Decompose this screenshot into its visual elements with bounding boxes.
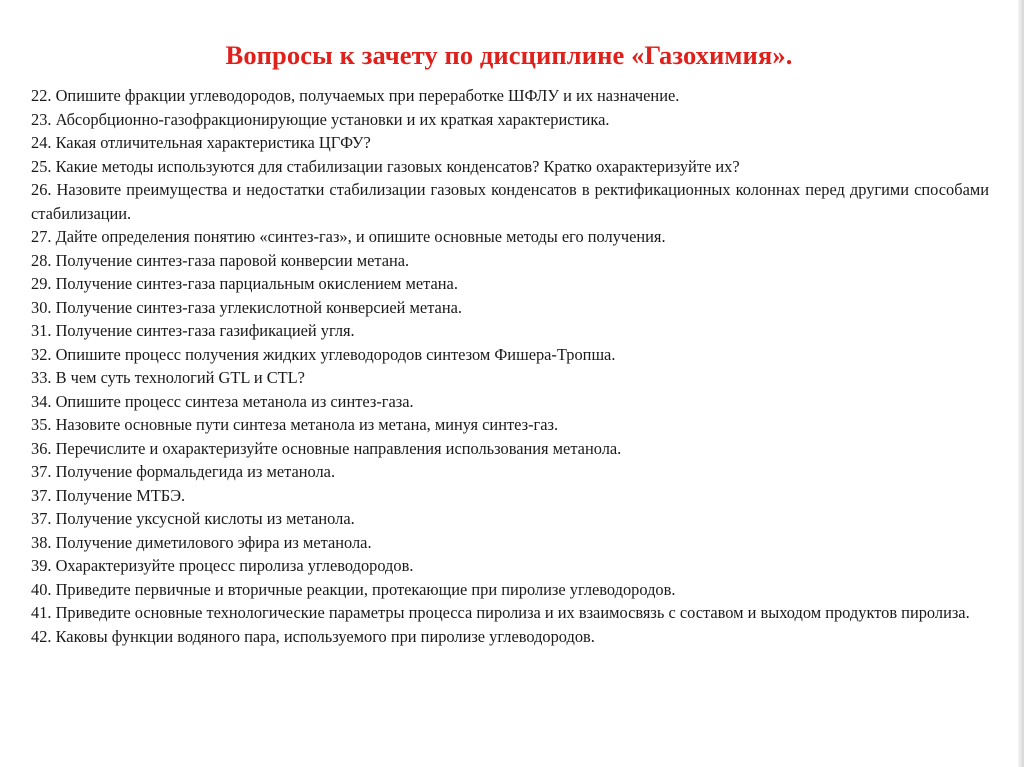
question-item: 24. Какая отличительная характеристика ЦГФУ?: [31, 133, 371, 152]
question-item: 41. Приведите основные технологические параметры процесса пиролиза и их взаимосвязь с составом и выходом продуктов пиролиза.: [31, 603, 970, 622]
question-item: 38. Получение диметилового эфира из метанола.: [31, 532, 372, 552]
question-item: 37. Получение МТБЭ.: [31, 485, 186, 505]
question-item: 31. Получение синтез-газа газификацией угля.: [31, 321, 355, 340]
question-item: 22. Опишите фракции углеводородов, получаемых при переработке ШФЛУ и их назначение.: [31, 86, 680, 105]
question-list: [31, 84, 989, 648]
question-item: 34. Опишите процесс синтеза метанола из синтез-газа.: [31, 391, 414, 411]
page-title: Вопросы к зачету по дисциплине «Газохимия».: [225, 39, 793, 70]
question-item: 33. В чем суть технологий GTL и CTL?: [31, 368, 305, 387]
question-item: 42. Каковы функции водяного пара, используемого при пиролизе углеводородов.: [31, 626, 595, 646]
question-item: 35. Назовите основные пути синтеза метанола из метана, минуя синтез-газ.: [31, 415, 559, 434]
question-item: 37. Получение уксусной кислоты из метанола.: [31, 509, 355, 528]
question-item: 39. Охарактеризуйте процесс пиролиза углеводородов.: [31, 556, 414, 575]
question-item: 23. Абсорбционно-газофракционирующие установки и их краткая характеристика.: [31, 109, 610, 129]
slide-edge-shadow: [1018, 0, 1024, 767]
question-item: 32. Опишите процесс получения жидких углеводородов синтезом Фишера-Тропша.: [31, 344, 616, 364]
question-item: 29. Получение синтез-газа парциальным окислением метана.: [31, 274, 458, 293]
question-item: 36. Перечислите и охарактеризуйте основные направления использования метанола.: [31, 438, 622, 458]
question-item: 40. Приведите первичные и вторичные реакции, протекающие при пиролизе углеводородов.: [31, 579, 676, 599]
question-item: 37. Получение формальдегида из метанола.: [31, 462, 336, 481]
question-item: 26. Назовите преимущества и недостатки стабилизации газовых конденсатов в ректификационных колоннах перед другими способами стабилизации.: [31, 180, 989, 223]
question-item: 30. Получение синтез-газа углекислотной конверсией метана.: [31, 297, 462, 317]
question-item: 28. Получение синтез-газа паровой конверсии метана.: [31, 250, 410, 270]
question-item: 27. Дайте определения понятию «синтез-газ», и опишите основные методы его получения.: [31, 227, 666, 246]
question-item: 25. Какие методы используются для стабилизации газовых конденсатов? Кратко охарактеризуйте их?: [31, 156, 740, 176]
